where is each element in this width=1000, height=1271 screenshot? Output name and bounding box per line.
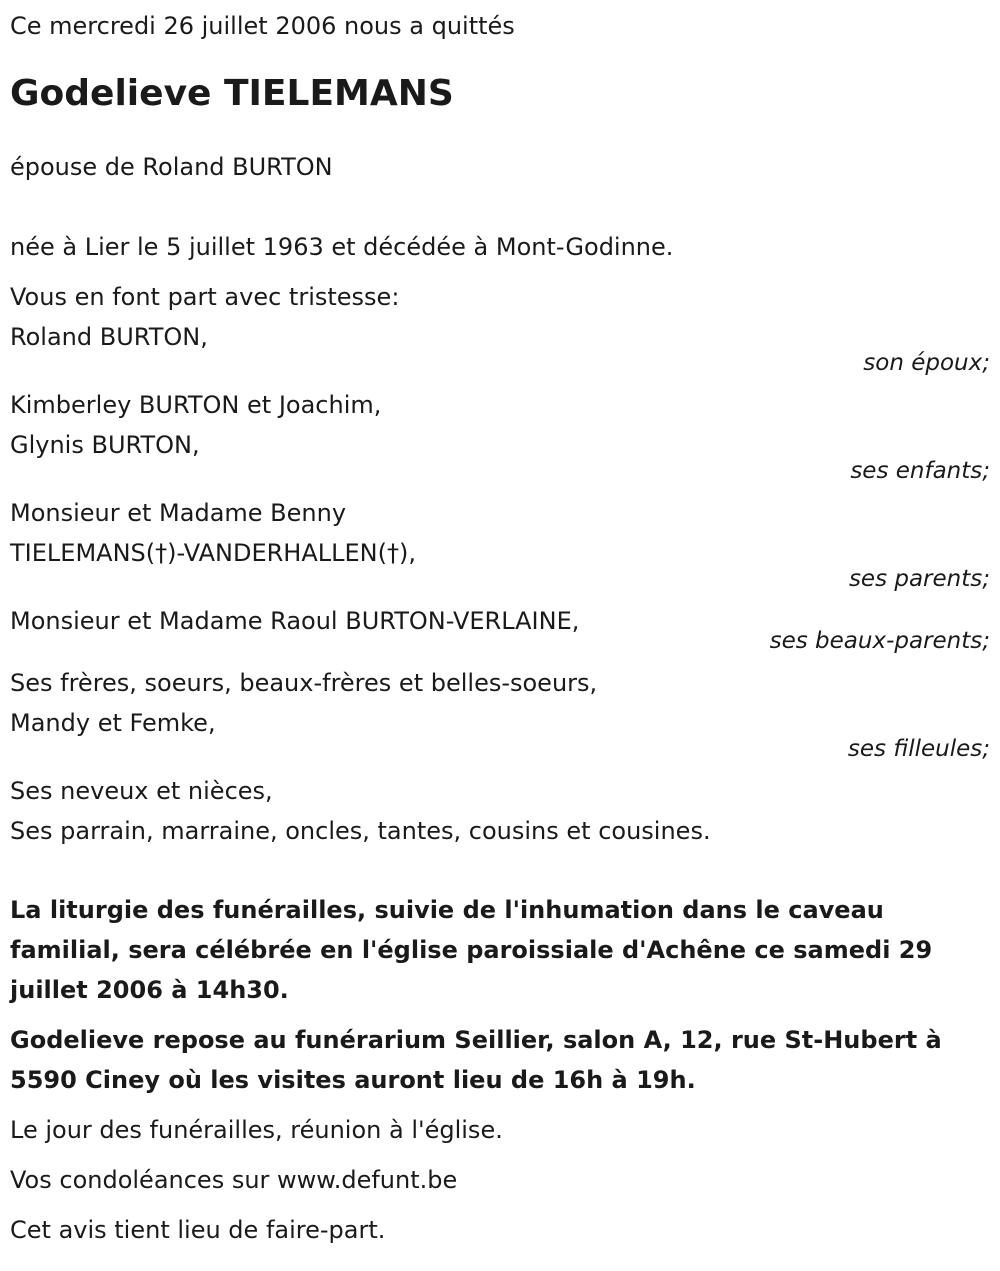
family-group — [10, 317, 990, 379]
repose-line: 5590 Ciney où les visites auront lieu de 16h à 19h. — [10, 1066, 696, 1094]
extended-family-line: Ses parrain, marraine, oncles, tantes, cousins et cousines. — [10, 817, 711, 845]
family-line: Mandy et Femke, — [10, 709, 216, 737]
spouse-line: épouse de Roland BURTON — [10, 153, 333, 181]
relation-label: ses enfants; — [850, 458, 990, 484]
obituary-notice — [10, 0, 990, 1250]
family-line: Ses frères, soeurs, beaux-frères et belles-soeurs, — [10, 669, 598, 697]
extended-family-line: Ses neveux et nièces, — [10, 777, 273, 805]
family-list — [10, 317, 990, 765]
condolences-line: Vos condoléances sur www.defunt.be — [10, 1166, 458, 1194]
family-line: Glynis BURTON, — [10, 431, 200, 459]
repose-info — [10, 1020, 990, 1100]
funeral-line: juillet 2006 à 14h30. — [10, 976, 289, 1004]
relation-label: ses filleules; — [847, 736, 990, 762]
funeral-info — [10, 890, 990, 1010]
extended-family — [10, 771, 990, 851]
family-line: Roland BURTON, — [10, 323, 208, 351]
funeral-line: La liturgie des funérailles, suivie de l'inhumation dans le caveau — [10, 896, 884, 924]
family-line: Monsieur et Madame Benny — [10, 499, 347, 527]
family-group — [10, 385, 990, 487]
family-group — [10, 601, 990, 657]
relation-label: ses parents; — [848, 566, 990, 592]
family-line: Monsieur et Madame Raoul BURTON-VERLAINE, — [10, 607, 580, 635]
family-line: TIELEMANS(†)-VANDERHALLEN(†), — [10, 539, 416, 567]
repose-line: Godelieve repose au funérarium Seillier, salon A, 12, rue St-Hubert à — [10, 1026, 942, 1054]
deceased-name: Godelieve TIELEMANS — [10, 73, 454, 114]
relation-label: ses beaux-parents; — [769, 628, 990, 654]
reunion-line: Le jour des funérailles, réunion à l'église. — [10, 1116, 503, 1144]
notice-line: Cet avis tient lieu de faire-part. — [10, 1216, 386, 1244]
family-line: Kimberley BURTON et Joachim, — [10, 391, 382, 419]
relation-label: son époux; — [863, 350, 990, 376]
intro-line: Ce mercredi 26 juillet 2006 nous a quittés — [10, 12, 515, 40]
family-group — [10, 493, 990, 595]
funeral-line: familial, sera célébrée en l'église paroissiale d'Achêne ce samedi 29 — [10, 936, 933, 964]
family-group — [10, 663, 990, 765]
birth-line: née à Lier le 5 juillet 1963 et décédée à Mont-Godinne. — [10, 233, 674, 261]
announce-line: Vous en font part avec tristesse: — [10, 283, 400, 311]
